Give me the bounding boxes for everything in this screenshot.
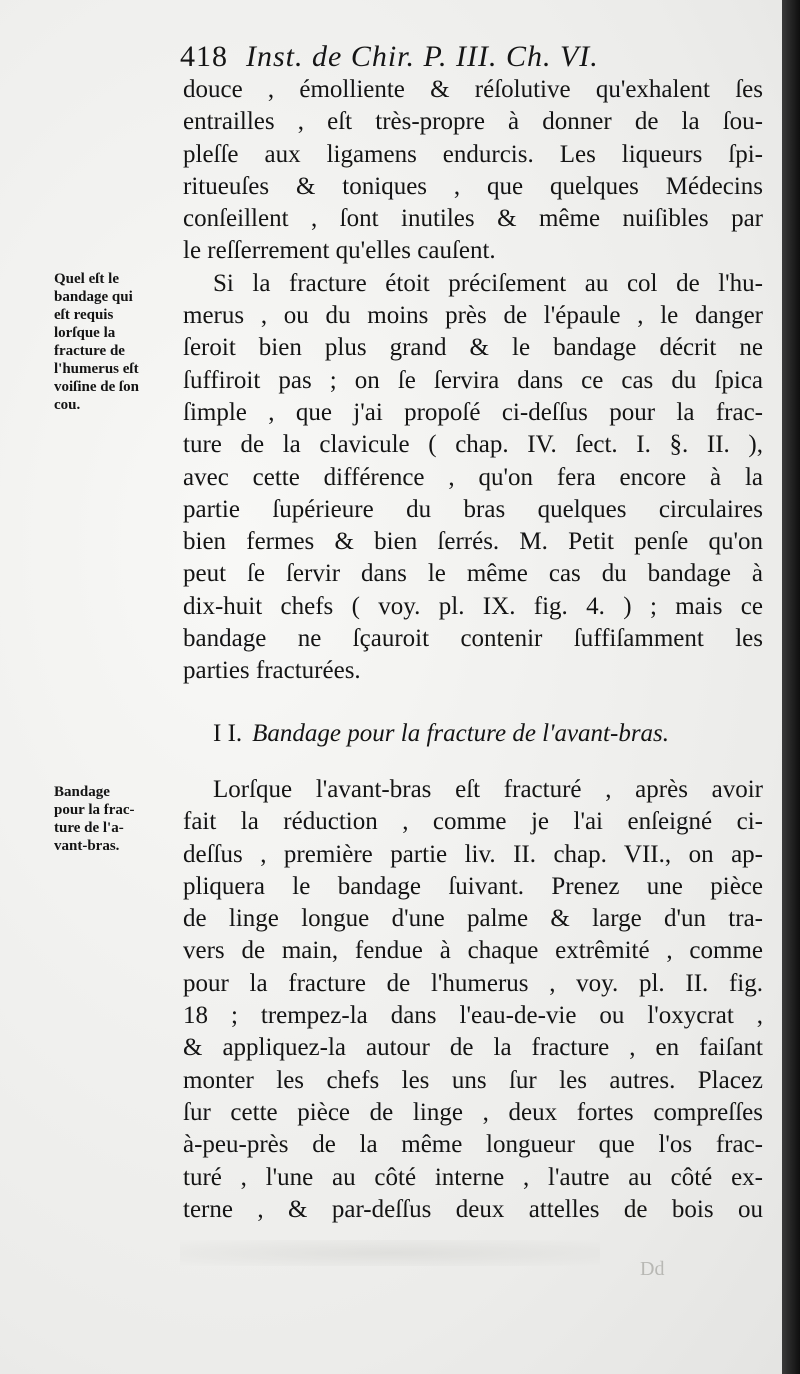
spacer — [183, 688, 763, 718]
text-line: monter les chefs les uns ſur les autres. Placez — [183, 1066, 763, 1094]
text-line: fait la réduction , comme je l'ai enſeigné ci- — [183, 808, 763, 836]
margin-note-line: fracture de — [54, 343, 125, 359]
paragraph-1 — [183, 74, 763, 268]
bleed-through-smudge — [180, 1240, 600, 1266]
text-line: entrailles , eſt très-propre à donner de la ſou- — [183, 108, 763, 136]
text-line: de linge longue d'une palme & large d'un tra- — [183, 905, 763, 933]
margin-note-line: Bandage — [54, 784, 110, 800]
margin-note-line: cou. — [54, 397, 81, 413]
page-edge-shadow — [782, 0, 800, 1374]
text-line: ture de la clavicule ( chap. IV. ſect. I. §. II. ), — [183, 431, 763, 459]
text-line: pleſſe aux ligamens endurcis. Les liqueurs ſpi- — [183, 140, 763, 168]
body-text — [183, 74, 763, 1226]
section-number: I I. — [213, 719, 243, 747]
text-line: merus , ou du moins près de l'épaule , le danger — [183, 302, 763, 330]
text-line: avec cette différence , qu'on fera encore à la — [183, 463, 763, 491]
section-title: Bandage pour la fracture de l'avant-bras. — [252, 719, 670, 747]
text-line: deſſus , première partie liv. II. chap. VII., on ap- — [183, 840, 763, 868]
text-line: ſeroit bien plus grand & le bandage décrit ne — [183, 334, 763, 362]
text-line: dix-huit chefs ( voy. pl. IX. fig. 4. ) ; mais ce — [183, 592, 763, 620]
paragraph-2 — [183, 268, 763, 688]
text-line: ritueuſes & toniques , que quelques Médecins — [183, 172, 763, 200]
text-line: Si la fracture étoit préciſement au col de l'hu- — [213, 269, 763, 297]
text-line: bandage ne ſçauroit contenir ſuffiſamment les — [183, 625, 763, 653]
text-line: à-peu-près de la même longueur que l'os frac- — [183, 1131, 763, 1159]
text-line: pliquera le bandage ſuivant. Prenez une pièce — [183, 872, 763, 900]
margin-note-avant-bras — [54, 783, 179, 855]
section-heading — [183, 718, 763, 750]
margin-note-line: bandage qui — [54, 289, 133, 305]
text-line: ſimple , que j'ai propoſé ci-deſſus pour la frac- — [183, 398, 763, 426]
text-line: ſur cette pièce de linge , deux fortes compreſſes — [183, 1098, 763, 1126]
text-line: 18 ; trempez-la dans l'eau-de-vie ou l'oxycrat , — [183, 1002, 763, 1030]
margin-note-line: eſt requis — [54, 307, 114, 323]
text-line: partie ſupérieure du bras quelques circulaires — [183, 495, 763, 523]
text-line: & appliquez-la autour de la fracture , en faiſant — [183, 1034, 763, 1062]
margin-note-line: l'humerus eſt — [54, 361, 139, 377]
margin-note-line: lorſque la — [54, 325, 116, 341]
page-header — [180, 40, 599, 74]
margin-note-line: voiſine de ſon — [54, 379, 140, 395]
text-line: turé , l'une au côté interne , l'autre au côté ex- — [183, 1163, 763, 1191]
page-number: 418 — [180, 40, 228, 73]
margin-note-line: vant-bras. — [54, 838, 120, 854]
text-line: terne , & par-deſſus deux attelles de bois ou — [183, 1195, 763, 1223]
paragraph-3 — [183, 774, 763, 1226]
spacer — [183, 766, 763, 774]
text-line: pour la fracture de l'humerus , voy. pl. II. fig. — [183, 969, 763, 997]
text-line: conſeillent , ſont inutiles & même nuiſibles par — [183, 205, 763, 233]
running-title: Inst. de Chir. P. III. Ch. VI. — [246, 40, 599, 73]
margin-note-line: ture de l'a- — [54, 820, 124, 836]
text-line: ſuffiroit pas ; on ſe ſervira dans ce cas du ſpica — [183, 366, 763, 394]
margin-note-line: Quel eſt le — [54, 271, 119, 287]
text-line: le reſſerrement qu'elles cauſent. — [183, 237, 496, 265]
signature-mark: Dd — [640, 1258, 665, 1280]
margin-note-humerus — [54, 270, 179, 414]
text-line: parties fracturées. — [183, 657, 361, 685]
text-line: bien fermes & bien ſerrés. M. Petit penſe qu'on — [183, 528, 763, 556]
text-line: peut ſe ſervir dans le même cas du bandage à — [183, 560, 763, 588]
text-line: Lorſque l'avant-bras eſt fracturé , après avoir — [213, 775, 763, 803]
text-line: douce , émolliente & réſolutive qu'exhalent ſes — [183, 76, 763, 103]
text-line: vers de main, fendue à chaque extrêmité , comme — [183, 937, 763, 965]
margin-note-line: pour la frac- — [54, 802, 135, 818]
